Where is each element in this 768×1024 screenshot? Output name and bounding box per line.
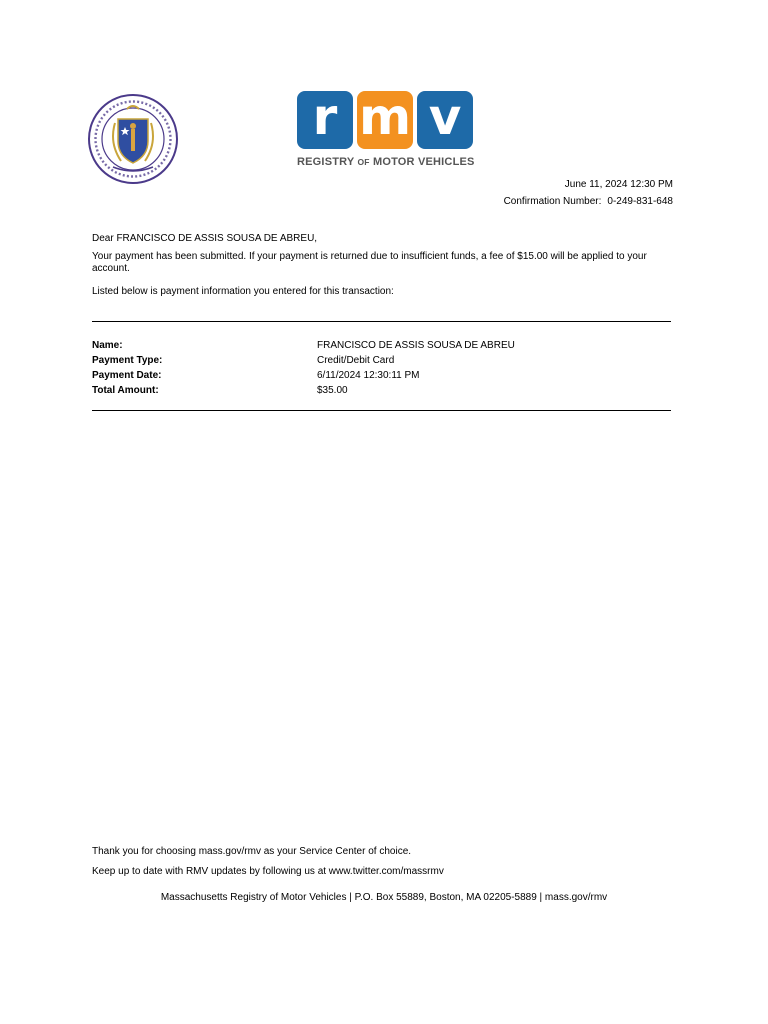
detail-label: Payment Type: <box>92 355 163 366</box>
rmv-logo-v: v <box>417 91 473 149</box>
detail-row-total-amount <box>92 383 672 398</box>
divider <box>92 321 671 322</box>
confirmation-label: Confirmation Number: <box>503 196 602 207</box>
detail-row-payment-type <box>92 353 672 368</box>
thank-you-text: Thank you for choosing mass.gov/rmv as your Service Center of choice. <box>92 846 412 857</box>
payment-details <box>92 338 672 398</box>
rmv-logo-m: m <box>357 91 413 149</box>
greeting: Dear FRANCISCO DE ASSIS SOUSA DE ABREU, <box>92 233 318 244</box>
detail-value: 6/11/2024 12:30:11 PM <box>317 370 420 381</box>
listed-below-text: Listed below is payment information you entered for this transaction: <box>92 286 394 297</box>
detail-value: FRANCISCO DE ASSIS SOUSA DE ABREU <box>317 340 515 351</box>
detail-value: Credit/Debit Card <box>317 355 395 366</box>
massachusetts-seal-logo <box>87 93 179 185</box>
detail-label: Payment Date: <box>92 370 162 381</box>
detail-row-payment-date <box>92 368 672 383</box>
divider <box>92 410 671 411</box>
rmv-logo-r: r <box>297 91 353 149</box>
detail-label: Total Amount: <box>92 385 159 396</box>
footer-address: Massachusetts Registry of Motor Vehicles | P.O. Box 55889, Boston, MA 02205-5889 | mass.gov/rmv <box>160 892 608 903</box>
confirmation-number <box>504 196 673 207</box>
rmv-logo <box>297 88 481 168</box>
payment-submitted-text: Your payment has been submitted. If your payment is returned due to insufficient funds, a fee of $15.00 will be applied to your account. <box>92 251 647 274</box>
confirmation-value: 0-249-831-648 <box>607 196 673 207</box>
twitter-updates-text: Keep up to date with RMV updates by following us at www.twitter.com/massrmv <box>92 866 444 877</box>
detail-row-name <box>92 338 672 353</box>
rmv-logo-caption: REGISTRY OF MOTOR VEHICLES <box>297 156 475 168</box>
transaction-date: June 11, 2024 12:30 PM <box>564 179 673 190</box>
detail-label: Name: <box>92 340 123 351</box>
detail-value: $35.00 <box>317 385 348 396</box>
